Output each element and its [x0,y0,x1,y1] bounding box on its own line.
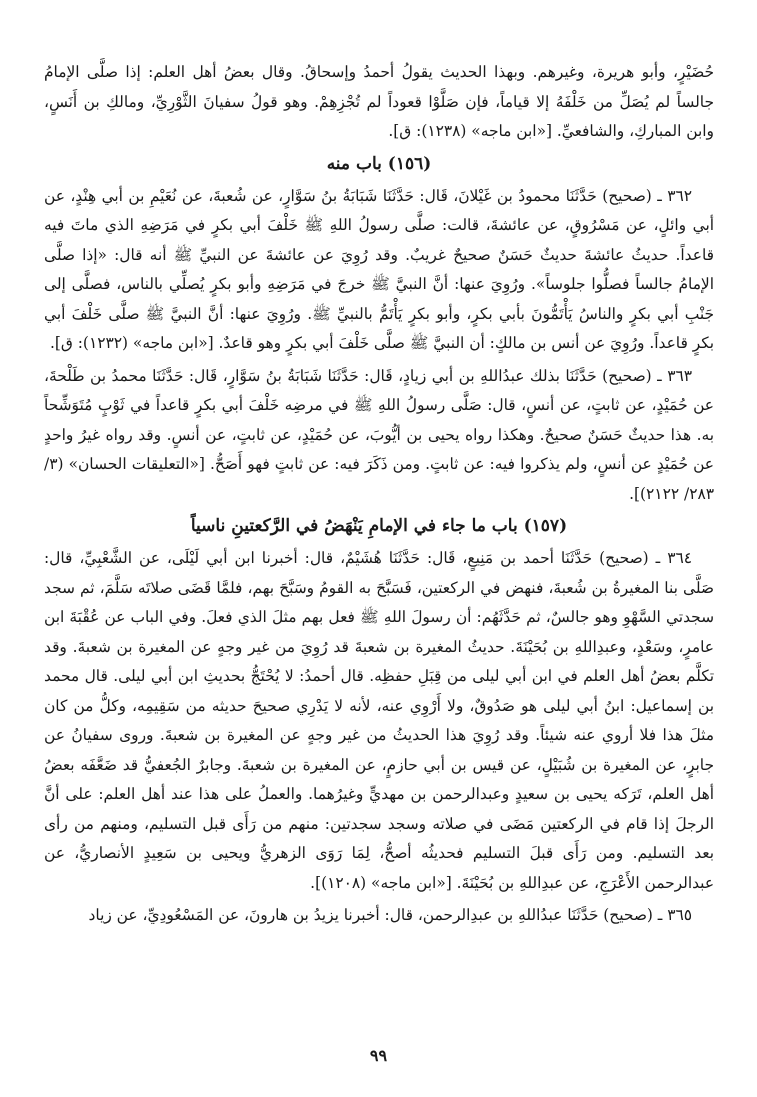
hadith-362: ٣٦٢ ـ (صحيح) حَدَّثَنَا محمودُ بن غَيْلانَ، قَال: حَدَّثَنَا شَبَابَةُ بنُ سَوَّارٍ، عن شُعبةَ، عن نُعَيْمِ بن أبي هِنْدٍ، عن أبي وائلٍ، عن مَسْرُوقٍ، عن عائشةَ، قالت: صلَّى رسولُ اللهِ ﷺ خَلْفَ أبي بكرٍ في مَرَضِهِ الذي ماتَ فيه قاعداً. حديثُ عائشةَ حديثٌ حَسَنٌ صحيحٌ غريبٌ. وقد رُوِيَ عن عائشةَ عن النبيِّ ﷺ أنه قال: «إذا صلَّى الإمامُ جالساً فصلُّوا جلوساً». ورُوِيَ عنها: أنَّ النبيَّ ﷺ خرجَ في مَرَضِهِ وأبو بكرٍ يُصلِّي بالناس، فصلَّى إلى جَنْبِ أبي بكرٍ والناسُ يَأْتَمُّونَ بأبي بكرٍ، وأبو بكرٍ يَأْتَمُّ بالنبيِّ ﷺ. ورُوِيَ عنها: أنَّ النبيَّ ﷺ صلَّى خَلْفَ أبي بكرٍ قاعداً. ورُوِيَ عن أنس بن مالكٍ: أن النبيَّ ﷺ صلَّى خَلْفَ أبي بكرٍ وهو قاعدٌ. [«ابن ماجه» (١٢٣٢): ق]. [44,186,714,352]
paragraph-continuation: حُضَيْرٍ، وأبو هريرة، وغيرهم. وبهذا الحديث يقولُ أحمدُ وإسحاقُ. وقال بعضُ أهل العلم: إذا صلَّى الإمامُ جالساً لم يُصَلِّ من خَلْفَهُ إلا قياماً، فإن صَلَّوْا قعوداً لم تُجْزِهِمْ. وهو قولُ سفيانَ الثَّوْرِيِّ، ومالكِ بن أَنَسٍ، وابن المباركِ، والشافعيِّ. [«ابن ماجه» (١٢٣٨): ق]. [44,63,714,140]
page-body [44,58,714,931]
page-number: ٩٩ [369,1046,388,1065]
hadith-364: ٣٦٤ ـ (صحيح) حَدَّثَنَا أحمد بن مَنِيعٍ، قَال: حَدَّثَنَا هُشَيْمٌ، قال: أخبرنا ابن أبي لَيْلَى، عن الشَّعْبِيِّ، قال: صَلَّى بنا المغيرةُ بن شُعبةَ، فنهض في الركعتين، فَسَبَّحَ به القومُ وسَبَّحَ بهم، فلمَّا قَضَى صلاتَه سَلَّمَ، ثم سجد سجدتي السَّهْوِ وهو جالسٌ، ثم حَدَّثَهُم: أن رسولَ اللهِ ﷺ فعل بهم مثلَ الذي فعلَ. وفي الباب عن عُقْبَةَ ابن عامرٍ، وسَعْدٍ، وعبدِاللهِ بن بُحَيْنَةَ. حديثُ المغيرة بن شعبةَ قد رُوِيَ من غير وجهٍ عن المغيرة بن شعبةَ. وقد تكلَّم بعضُ أهل العلم في ابن أبي ليلى من قِبَلِ حفظِه. قال أحمدُ: لا يُحْتَجُّ بحديثِ ابن أبي ليلى. قال محمد بن إسماعيل: ابنُ أبي ليلى هو صَدُوقٌ، ولا أَرْوِي عنه، لأنه لا يَدْرِي صحيحَ حديثه من سَقِيمِه، وكلُّ من كان مثلَ هذا فلا أروي عنه شيئاً. وقد رُوِيَ هذا الحديثُ من غير وجهٍ عن المغيرة بن شعبةَ. وروى سفيانُ عن جابرٍ، عن المغيرة بن شُبَيْلٍ، عن قيس بن أبي حازمٍ، عن المغيرة بن شعبةَ. وجابرٌ الجُعفيُّ قد ضَعَّفَه بعضُ أهل العلم، تَرَكه يحيى بن سعيدٍ وعبدالرحمن بن مهديٍّ وغيرُهما. والعملُ على هذا عند أهل العلم: على أنَّ الرجلَ إذا قام في الركعتين مَضَى في صلاته وسجد سجدتين: منهم من رَأَى قبل التسليم، ومنهم من رأى بعد التسليم. ومن رَأَى قبلَ التسليم فحديثُه أصحُّ، لِمَا رَوَى الزهريُّ ويحيى بن سَعِيدٍ الأنصاريُّ، عن عبدالرحمن الأَعْرَجِ، عن عبدِاللهِ بن بُحَيْنَةَ. [«ابن ماجه» (١٢٠٨)]. [44,549,714,892]
hadith-363: ٣٦٣ ـ (صحيح) حَدَّثَنَا بذلك عبدُاللهِ بن أبي زيادٍ، قَال: حَدَّثَنَا شَبَابَةُ بنُ سَوَّارٍ، قَال: حَدَّثَنَا محمدُ بن طَلْحةَ، عن حُمَيْدٍ، عن ثابتٍ، عن أنسٍ، قال: صَلَّى رسولُ اللهِ ﷺ في مرضِه خَلْفَ أبي بكرٍ قاعداً في ثَوْبٍ مُتَوَشِّحاً به. هذا حديثٌ حَسَنٌ صحيحٌ. وهكذا رواه يحيى بن أيُّوبَ، عن حُمَيْدٍ، عن ثابتٍ، عن أنسٍ. وقد رواه غيرُ واحدٍ عن حُمَيْدٍ عن أنسٍ، ولم يذكروا فيه: عن ثابتٍ. ومن ذَكَرَ فيه: عن ثابتٍ فهو أَصَحُّ. [«التعليقات الحسان» (٣/ ٢٨٣/ ٢١٢٢)]. [44,366,714,503]
hadith-365: ٣٦٥ ـ (صحيح) حَدَّثَنَا عبدُاللهِ بن عبدِالرحمن، قال: أخبرنا يزيدُ بن هارونَ، عن المَسْعُودِيِّ، عن زياد [88,906,692,924]
chapter-heading-156: (١٥٦) باب منه [326,153,432,174]
chapter-heading-157: (١٥٧) باب ما جاء في الإمامِ يَنْهَضُ في الرَّكعتينِ ناسياً [190,516,568,536]
